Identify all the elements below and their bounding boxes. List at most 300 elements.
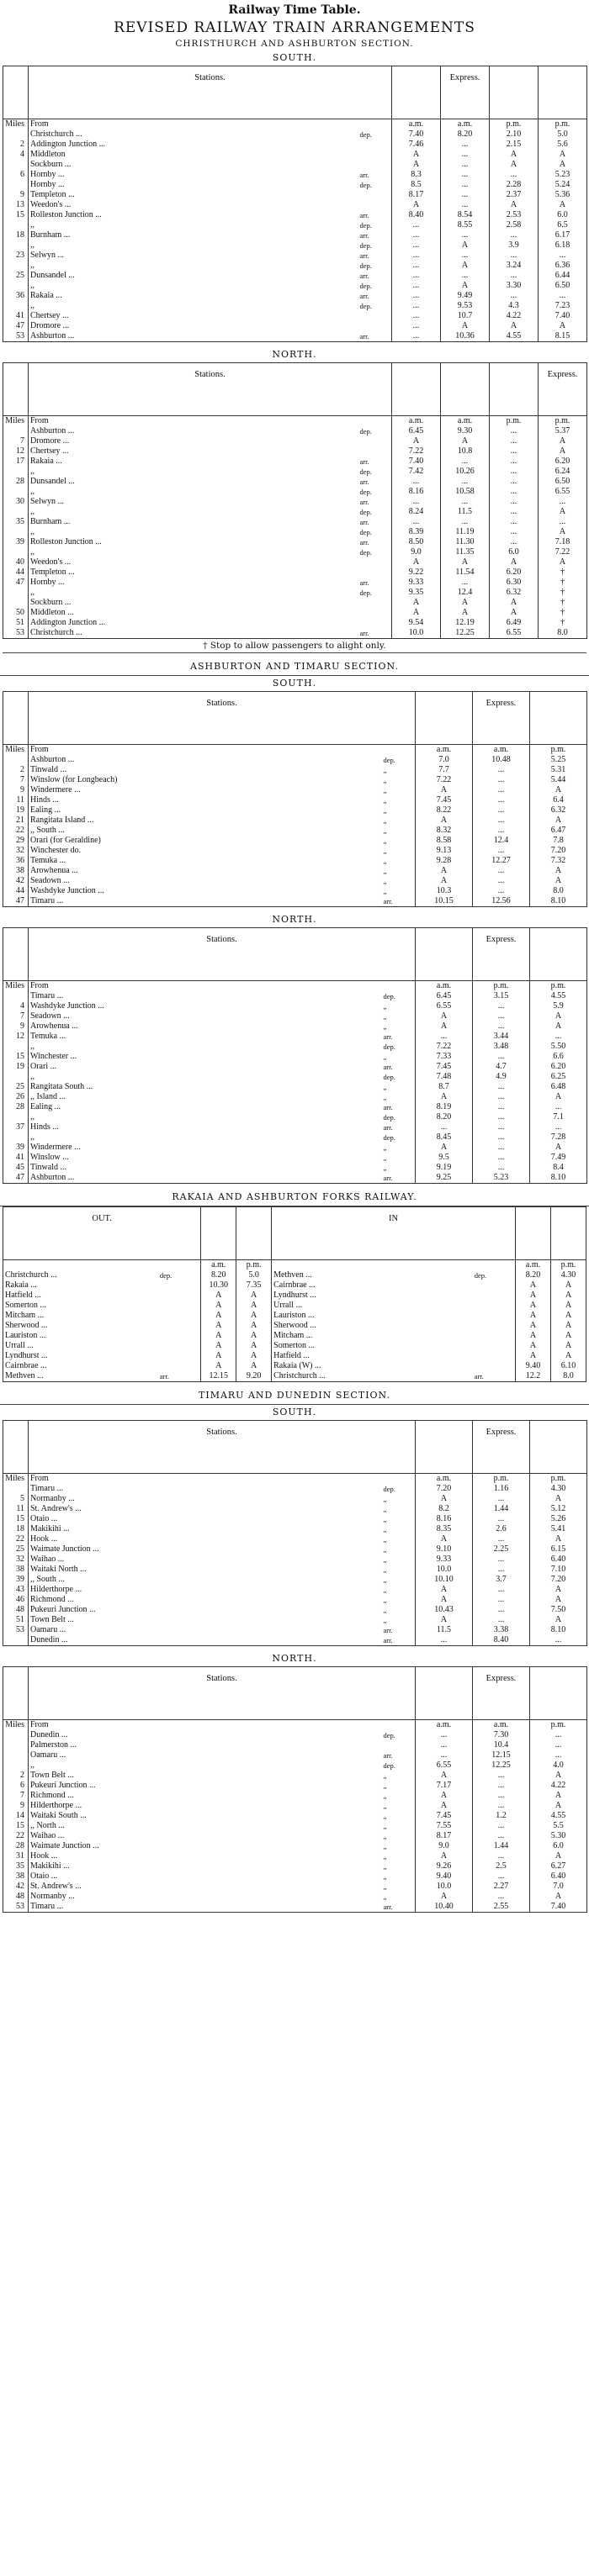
time-cell: 2.25 xyxy=(473,1544,530,1555)
time-cell: 9.0 xyxy=(392,547,441,557)
station-name: Christchurch ... xyxy=(3,1270,158,1280)
miles-cell: 45 xyxy=(3,1163,29,1173)
miles-cell: 53 xyxy=(3,1902,29,1913)
station-name: Hook ... xyxy=(30,1851,58,1861)
station-name: From xyxy=(30,1474,49,1483)
time-cell: 6.0 xyxy=(539,210,587,220)
time-cell: A xyxy=(441,608,490,618)
station-name: Normanby ... xyxy=(30,1892,75,1901)
station-name xyxy=(272,1260,473,1271)
miles-cell: 50 xyxy=(3,608,29,618)
arr-dep-label: ,, xyxy=(382,856,416,866)
time-cell: 8.20 xyxy=(201,1270,236,1280)
station-name: ,, xyxy=(30,301,34,310)
miles-cell xyxy=(3,1112,29,1122)
miles-cell xyxy=(3,261,29,271)
arr-dep-label: arr. xyxy=(358,230,392,240)
time-cell: 9.10 xyxy=(416,1544,473,1555)
time-cell: A xyxy=(416,1143,473,1153)
station-name: Dromore ... xyxy=(30,321,70,330)
time-cell: 7.42 xyxy=(392,467,441,477)
miles-cell: 9 xyxy=(3,1801,29,1811)
miles-cell: 11 xyxy=(3,795,29,805)
time-cell: 4.30 xyxy=(530,1484,587,1494)
station-name: ,, xyxy=(30,487,34,496)
station-name: Selwyn ... xyxy=(30,251,64,260)
stations-header: Stations. xyxy=(29,928,416,981)
time-cell: ... xyxy=(473,765,530,775)
time-cell: ... xyxy=(392,230,441,240)
time-cell: A xyxy=(416,1494,473,1504)
time-cell: 10.8 xyxy=(441,446,490,457)
table-row xyxy=(3,1153,587,1163)
arr-dep-label: arr. xyxy=(358,628,392,639)
station-name: ,, xyxy=(30,1042,34,1051)
station-name: Seadown ... xyxy=(30,876,70,885)
miles-cell: 14 xyxy=(3,1811,29,1821)
miles-cell: 17 xyxy=(3,457,29,467)
time-cell: 7.17 xyxy=(416,1781,473,1791)
time-cell: ... xyxy=(490,170,539,180)
time-cell: A xyxy=(516,1331,551,1341)
time-cell: ... xyxy=(490,426,539,436)
time-cell: 8.58 xyxy=(416,836,473,846)
time-cell: 6.50 xyxy=(539,281,587,291)
table-row xyxy=(3,1484,587,1494)
table-row xyxy=(3,557,587,567)
station-name: Winslow (for Longbeach) xyxy=(30,775,118,784)
table-row xyxy=(3,775,587,785)
arr-dep-label xyxy=(158,1341,201,1351)
time-cell: 6.18 xyxy=(539,240,587,251)
time-cell: A xyxy=(516,1311,551,1321)
station-name: From xyxy=(30,119,49,129)
arr-dep-label: dep. xyxy=(382,1484,416,1494)
time-cell: A xyxy=(516,1280,551,1291)
table-row xyxy=(3,1001,587,1011)
time-cell: 8.2 xyxy=(416,1504,473,1514)
time-cell: 6.4 xyxy=(530,795,587,805)
time-cell: a.m. xyxy=(416,981,473,992)
time-cell: 4.9 xyxy=(473,1072,530,1082)
time-cell: 10.10 xyxy=(416,1575,473,1585)
miles-cell xyxy=(3,547,29,557)
time-cell: A xyxy=(539,150,587,160)
table-row xyxy=(3,1534,587,1544)
train-column-header xyxy=(490,66,539,119)
miles-cell: 7 xyxy=(3,436,29,446)
time-cell: ... xyxy=(473,876,530,886)
time-cell: 6.50 xyxy=(539,477,587,487)
stations-header: Stations. xyxy=(29,66,392,119)
arr-dep-label: ,, xyxy=(382,1771,416,1781)
table-row xyxy=(3,547,587,557)
station-name: ,, xyxy=(30,1760,34,1770)
station-name: ,, xyxy=(30,220,34,230)
time-cell: A xyxy=(490,160,539,170)
time-cell: A xyxy=(490,150,539,160)
time-cell: A xyxy=(490,321,539,331)
station-name: Oamaru ... xyxy=(30,1625,66,1634)
station-name: Windermere ... xyxy=(30,785,81,794)
table-row xyxy=(3,281,587,291)
time-cell: 9.33 xyxy=(392,578,441,588)
time-cell: A xyxy=(236,1321,272,1331)
time-cell: 7.50 xyxy=(530,1605,587,1615)
time-cell: 4.22 xyxy=(530,1781,587,1791)
time-cell: ... xyxy=(473,816,530,826)
table-row xyxy=(3,1605,587,1615)
arr-dep-label: dep. xyxy=(382,1730,416,1740)
table-row xyxy=(3,1163,587,1173)
station-name: Tinwald ... xyxy=(30,765,66,774)
time-cell: 8.16 xyxy=(392,487,441,497)
time-cell: A xyxy=(201,1331,236,1341)
station-name: Lyndhurst ... xyxy=(3,1351,158,1361)
table-row xyxy=(3,1173,587,1184)
miles-cell xyxy=(3,755,29,765)
station-name: Christchurch ... xyxy=(29,628,358,639)
time-cell: 8.22 xyxy=(416,805,473,816)
miles-cell: 36 xyxy=(3,291,29,301)
arr-dep-label: arr. xyxy=(358,578,392,588)
time-cell: 9.30 xyxy=(441,426,490,436)
miles-cell: 53 xyxy=(3,1625,29,1635)
station-name: Pukeuri Junction ... xyxy=(30,1781,96,1790)
time-cell: A xyxy=(530,1771,587,1781)
arr-dep-label: ,, xyxy=(382,1791,416,1801)
table-row xyxy=(3,1831,587,1841)
time-cell: 6.0 xyxy=(490,547,539,557)
miles-cell: 19 xyxy=(3,1062,29,1072)
time-cell: ... xyxy=(539,251,587,261)
miles-cell: 9 xyxy=(3,1021,29,1032)
station-name: Rangitata Island ... xyxy=(30,816,94,825)
time-cell: 12.56 xyxy=(473,896,530,907)
time-cell: 5.44 xyxy=(530,775,587,785)
miles-cell: 39 xyxy=(3,1143,29,1153)
table-row xyxy=(3,1280,586,1291)
time-cell: 9.28 xyxy=(416,856,473,866)
table-row xyxy=(3,240,587,251)
time-cell: A xyxy=(539,160,587,170)
miles-cell: 7 xyxy=(3,775,29,785)
table-row xyxy=(3,119,587,130)
station-name: Makikihi ... xyxy=(30,1524,70,1533)
time-cell: A xyxy=(441,436,490,446)
time-cell: 2.58 xyxy=(490,220,539,230)
arr-dep-label: arr. xyxy=(358,457,392,467)
table-row xyxy=(3,150,587,160)
arr-dep-label: ,, xyxy=(382,826,416,836)
arr-dep-label: arr. xyxy=(358,517,392,527)
time-cell: 7.35 xyxy=(236,1280,272,1291)
station-name: Arowhenua ... xyxy=(30,1021,78,1031)
timetable-ca-south xyxy=(3,66,587,342)
arr-dep-label xyxy=(358,119,392,130)
arr-dep-label: arr. xyxy=(358,210,392,220)
time-cell: ... xyxy=(473,846,530,856)
time-cell: 2.15 xyxy=(490,140,539,150)
time-cell: 3.38 xyxy=(473,1625,530,1635)
station-name: Waitaki North ... xyxy=(30,1565,87,1574)
time-cell: 7.1 xyxy=(530,1112,587,1122)
time-cell: 12.15 xyxy=(473,1750,530,1760)
time-cell: ... xyxy=(416,1750,473,1760)
time-cell: ... xyxy=(490,291,539,301)
miles-cell xyxy=(3,240,29,251)
time-cell: 3.48 xyxy=(473,1042,530,1052)
table-row xyxy=(3,140,587,150)
table-row xyxy=(3,1851,587,1861)
arr-dep-label: dep. xyxy=(382,991,416,1001)
miles-cell: 41 xyxy=(3,311,29,321)
arr-dep-label: arr. xyxy=(358,271,392,281)
train-column-header xyxy=(416,1421,473,1474)
timetable-td-south xyxy=(3,1420,587,1646)
time-cell: ... xyxy=(473,785,530,795)
table-row xyxy=(3,160,587,170)
table-row xyxy=(3,517,587,527)
time-cell: A xyxy=(551,1321,586,1331)
arr-dep-label: ,, xyxy=(382,1021,416,1032)
miles-cell xyxy=(3,1484,29,1494)
station-name: Burnham ... xyxy=(30,517,71,526)
miles-cell xyxy=(3,1635,29,1646)
time-cell: 8.0 xyxy=(539,628,587,639)
time-cell: A xyxy=(530,1021,587,1032)
time-cell: 8.24 xyxy=(392,507,441,517)
miles-cell xyxy=(3,1730,29,1740)
station-name: Normanby ... xyxy=(30,1494,75,1503)
miles-cell: 51 xyxy=(3,1615,29,1625)
station-name: Windermere ... xyxy=(30,1143,81,1152)
time-cell: 9.40 xyxy=(416,1871,473,1882)
arr-dep-label: arr. xyxy=(382,1625,416,1635)
arr-dep-label: arr. xyxy=(158,1371,201,1382)
arr-dep-label: ,, xyxy=(382,886,416,896)
miles-cell: 15 xyxy=(3,210,29,220)
time-cell: A xyxy=(416,1615,473,1625)
time-cell: 7.49 xyxy=(530,1153,587,1163)
time-cell: ... xyxy=(441,517,490,527)
arr-dep-label xyxy=(358,311,392,321)
miles-cell: 28 xyxy=(3,477,29,487)
arr-dep-label xyxy=(382,981,416,992)
time-cell: 10.0 xyxy=(416,1565,473,1575)
time-cell: a.m. xyxy=(416,1720,473,1731)
station-name: Hook ... xyxy=(30,1534,58,1544)
miles-header xyxy=(3,692,29,745)
time-cell: A xyxy=(539,436,587,446)
time-cell: 7.20 xyxy=(416,1484,473,1494)
station-name: Waihao ... xyxy=(30,1555,65,1564)
arr-dep-label xyxy=(382,745,416,756)
miles-cell: 48 xyxy=(3,1605,29,1615)
arr-dep-label: arr. xyxy=(382,1122,416,1132)
miles-cell: 15 xyxy=(3,1052,29,1062)
time-cell: 6.55 xyxy=(490,628,539,639)
station-name: Tinwald ... xyxy=(30,1163,66,1172)
station-name: ,, xyxy=(30,1112,34,1122)
miles-cell xyxy=(3,426,29,436)
time-cell: ... xyxy=(441,150,490,160)
time-cell: A xyxy=(416,1534,473,1544)
train-column-header xyxy=(201,1207,236,1260)
table-row xyxy=(3,1892,587,1902)
arr-dep-label: dep. xyxy=(358,487,392,497)
time-cell: ... xyxy=(490,251,539,261)
arr-dep-label: arr. xyxy=(358,251,392,261)
station-name: ,, xyxy=(30,240,34,250)
arr-dep-label xyxy=(473,1311,516,1321)
time-cell: 9.49 xyxy=(441,291,490,301)
time-cell: 10.26 xyxy=(441,467,490,477)
time-cell: 9.5 xyxy=(416,1153,473,1163)
station-name: Richmond ... xyxy=(30,1791,74,1800)
time-cell: A xyxy=(201,1311,236,1321)
time-cell: 8.19 xyxy=(416,1102,473,1112)
direction-heading: SOUTH. xyxy=(272,1407,317,1417)
table-row xyxy=(3,981,587,992)
arr-dep-label: ,, xyxy=(382,1001,416,1011)
station-name: Winslow ... xyxy=(30,1153,69,1162)
time-cell: ... xyxy=(392,271,441,281)
station-name: Timaru ... xyxy=(30,1484,64,1493)
arr-dep-label: arr. xyxy=(473,1371,516,1382)
miles-cell: 40 xyxy=(3,557,29,567)
arr-dep-label: ,, xyxy=(382,1494,416,1504)
time-cell: A xyxy=(530,1851,587,1861)
time-cell: 2.28 xyxy=(490,180,539,190)
station-name: Winchester do. xyxy=(30,846,82,855)
time-cell: 6.44 xyxy=(539,271,587,281)
station-name: Orari (for Geraldine) xyxy=(30,836,101,845)
station-name: Washdyke Junction ... xyxy=(30,1001,104,1011)
time-cell: ... xyxy=(441,200,490,210)
time-cell: ... xyxy=(473,775,530,785)
station-name: ,, xyxy=(30,1132,34,1142)
arr-dep-label: ,, xyxy=(382,816,416,826)
time-cell: ... xyxy=(473,1052,530,1062)
arr-dep-label xyxy=(382,1720,416,1731)
time-cell: a.m. xyxy=(392,119,441,130)
time-cell: 8.10 xyxy=(530,1173,587,1184)
table-row xyxy=(3,1311,586,1321)
time-cell: 6.24 xyxy=(539,467,587,477)
arr-dep-label: dep. xyxy=(358,301,392,311)
table-row xyxy=(3,311,587,321)
time-cell: ... xyxy=(441,230,490,240)
miles-cell: 28 xyxy=(3,1841,29,1851)
station-name: ,, North ... xyxy=(30,1821,65,1830)
footnote: † Stop to allow passengers to alight only. xyxy=(3,639,586,653)
table-row xyxy=(3,805,587,816)
table-row xyxy=(3,578,587,588)
station-name: Timaru ... xyxy=(29,896,382,907)
time-cell: ... xyxy=(441,170,490,180)
train-column-header xyxy=(236,1207,272,1260)
time-cell: ... xyxy=(490,507,539,517)
arr-dep-label xyxy=(158,1351,201,1361)
time-cell: 6.15 xyxy=(530,1544,587,1555)
direction-heading: NORTH. xyxy=(272,1653,317,1664)
time-cell: 7.22 xyxy=(392,446,441,457)
miles-cell xyxy=(3,991,29,1001)
arr-dep-label xyxy=(473,1260,516,1271)
miles-cell xyxy=(3,467,29,477)
time-cell: 6.40 xyxy=(530,1871,587,1882)
time-cell: A xyxy=(201,1361,236,1371)
table-row xyxy=(3,1072,587,1082)
table-row xyxy=(3,1781,587,1791)
time-cell: ... xyxy=(473,1821,530,1831)
arr-dep-label xyxy=(358,436,392,446)
arr-dep-label xyxy=(473,1301,516,1311)
time-cell: A xyxy=(551,1301,586,1311)
time-cell: 4.0 xyxy=(530,1760,587,1771)
stations-header: Stations. xyxy=(29,1421,416,1474)
time-cell: ... xyxy=(392,261,441,271)
time-cell: 6.48 xyxy=(530,1082,587,1092)
station-name: From xyxy=(30,981,49,990)
miles-cell: 18 xyxy=(3,230,29,240)
station-name: Lyndhurst ... xyxy=(273,1291,316,1300)
station-name: ,, South ... xyxy=(30,1575,65,1584)
station-name: Addington Junction ... xyxy=(30,618,106,627)
station-name: Oamaru ... xyxy=(30,1750,66,1760)
time-cell: ... xyxy=(530,1122,587,1132)
station-name: Waimate Junction ... xyxy=(30,1544,99,1554)
time-cell: ... xyxy=(473,1163,530,1173)
time-cell: ... xyxy=(392,331,441,342)
section-title: ASHBURTON AND TIMARU SECTION. xyxy=(0,658,589,676)
time-cell: ... xyxy=(473,1771,530,1781)
table-row xyxy=(3,1371,586,1382)
miles-cell: 22 xyxy=(3,826,29,836)
arr-dep-label xyxy=(358,557,392,567)
miles-cell: 25 xyxy=(3,271,29,281)
arr-dep-label: dep. xyxy=(358,240,392,251)
station-name: Urrall ... xyxy=(3,1341,158,1351)
time-cell: ... xyxy=(473,1514,530,1524)
miles-cell: 44 xyxy=(3,886,29,896)
miles-cell: 28 xyxy=(3,1102,29,1112)
arr-dep-label xyxy=(358,618,392,628)
dagger-icon: † xyxy=(539,578,587,588)
miles-cell: 41 xyxy=(3,1153,29,1163)
station-name: Lauriston ... xyxy=(3,1331,158,1341)
time-cell: ... xyxy=(392,291,441,301)
station-name: Temuka ... xyxy=(30,856,66,865)
table-row xyxy=(3,321,587,331)
table-row xyxy=(3,1032,587,1042)
arr-dep-label xyxy=(358,140,392,150)
timetable-forks xyxy=(3,1206,586,1382)
station-name: St. Andrew's ... xyxy=(30,1504,82,1513)
direction-heading: SOUTH. xyxy=(272,678,317,689)
time-cell: 8.20 xyxy=(516,1270,551,1280)
time-cell: ... xyxy=(473,1132,530,1143)
time-cell: 7.28 xyxy=(530,1132,587,1143)
station-name: Weedon's ... xyxy=(30,200,72,209)
arr-dep-label: dep. xyxy=(358,261,392,271)
time-cell: A xyxy=(516,1291,551,1301)
table-row xyxy=(3,200,587,210)
arr-dep-label: arr. xyxy=(358,497,392,507)
station-name: Temuka ... xyxy=(30,1032,66,1041)
arr-dep-label: ,, xyxy=(382,795,416,805)
